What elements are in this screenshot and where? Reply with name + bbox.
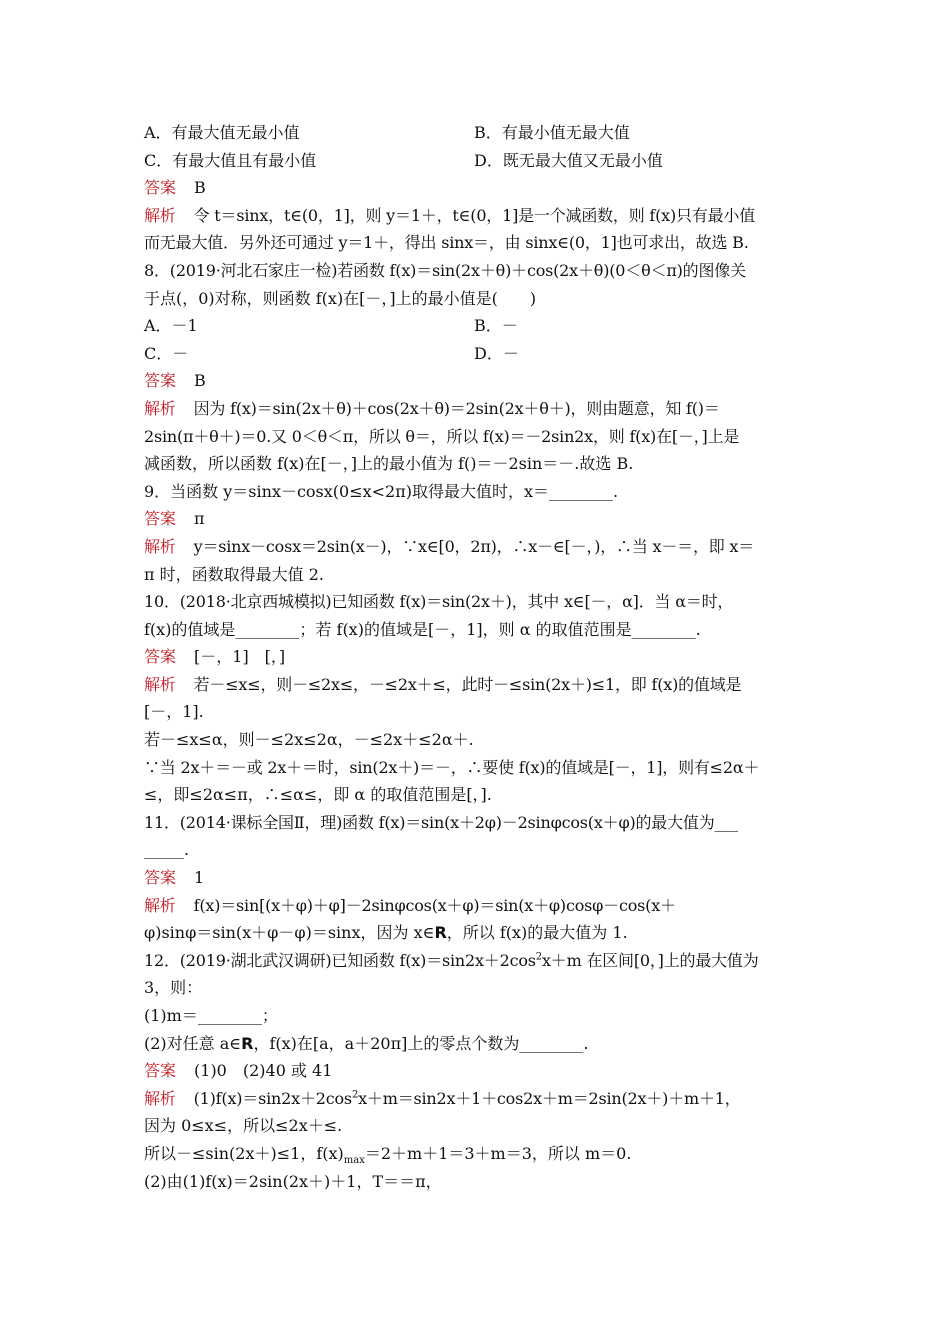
question-text: f(x)的值域是________；若 f(x)的值域是[－，1]，则 α 的取值范围是________. (144, 619, 701, 639)
analysis-line (144, 1112, 814, 1140)
analysis-line (144, 781, 814, 809)
analysis-text: 若－≤x≤，则－≤2x≤，－≤2x＋≤，此时－≤sin(2x＋)≤1，即 f(x)的值域是 (193, 674, 742, 694)
analysis-text: (1)f(x)＝sin2x＋2cos (193, 1088, 352, 1108)
answer-value: (1)0 (2)40 或 41 (194, 1061, 333, 1081)
analysis-label: 解析 (144, 398, 176, 418)
analysis-text: [－，1]. (144, 702, 204, 722)
analysis-label: 解析 (144, 536, 176, 556)
analysis-line (144, 561, 814, 589)
answer-line (144, 643, 814, 671)
answer-value: B (194, 178, 206, 198)
analysis-line (144, 533, 814, 561)
analysis-text: ∵当 2x＋＝－或 2x＋＝时，sin(2x＋)＝－，∴要使 f(x)的值域是[－，1]，则有≤2α＋ (144, 757, 760, 777)
analysis-text: y＝sinx－cosx＝2sin(x－)，∵x∈[0，2π)，∴x－∈[－，)，∴当 x－＝，即 x＝ (193, 536, 755, 556)
analysis-label: 解析 (144, 895, 176, 915)
options-row (144, 119, 814, 147)
option-a: A．－1 (144, 316, 198, 336)
analysis-label: 解析 (144, 674, 176, 694)
analysis-line (144, 1168, 814, 1196)
answer-line (144, 505, 814, 533)
analysis-text: 令 t＝sinx，t∈(0，1]，则 y＝1＋，t∈(0，1]是一个减函数，则 f(x)只有最小值 (193, 205, 756, 225)
analysis-text: ，所以 f(x)的最大值为 1. (446, 923, 628, 943)
answer-label: 答案 (144, 178, 177, 198)
question-text: ，f(x)在[a，a＋20π]上的零点个数为________. (253, 1033, 589, 1053)
analysis-text: 若－≤x≤α，则－≤2x≤2α，－≤2x＋≤2α＋. (144, 730, 474, 750)
analysis-line (144, 919, 814, 947)
question-text: 10．(2018·北京西城模拟)已知函数 f(x)＝sin(2x＋)，其中 x∈[－，α]．当 α＝时， (144, 592, 734, 612)
option-d: D．既无最大值又无最小值 (474, 150, 663, 170)
answer-line (144, 367, 814, 395)
option-d: D．－ (474, 343, 519, 363)
question-stem (144, 257, 814, 285)
analysis-line (144, 202, 814, 230)
analysis-line (144, 698, 814, 726)
question-stem (144, 588, 814, 616)
option-b: B．－ (474, 316, 518, 336)
analysis-line (144, 892, 814, 920)
question-stem (144, 478, 814, 506)
question-text: 12．(2019·湖北武汉调研)已知函数 f(x)＝sin2x＋2cos (144, 950, 536, 970)
question-text: (2)对任意 a∈ (144, 1033, 242, 1053)
answer-label: 答案 (144, 509, 177, 529)
answer-value: B (194, 371, 206, 391)
analysis-text: 而无最大值．另外还可通过 y＝1＋，得出 sinx＝，由 sinx∈(0，1]也可求出，故选 B. (144, 233, 749, 253)
answer-label: 答案 (144, 1061, 177, 1081)
answer-line (144, 1057, 814, 1085)
analysis-line (144, 229, 814, 257)
answer-value: [－，1] [，] (194, 647, 286, 667)
analysis-line (144, 395, 814, 423)
document-body (144, 119, 814, 1195)
analysis-label: 解析 (144, 205, 176, 225)
sub-question (144, 1030, 814, 1058)
analysis-text: f(x)＝sin[(x＋φ)＋φ]－2sinφcos(x＋φ)＝sin(x＋φ)cosφ－cos(x＋ (193, 895, 676, 915)
analysis-line (144, 726, 814, 754)
question-text: 于点(，0)对称，则函数 f(x)在[－，]上的最小值是( ) (144, 288, 537, 308)
option-c: C．有最大值且有最小值 (144, 150, 317, 170)
analysis-text: 减函数，所以函数 f(x)在[－，]上的最小值为 f()＝－2sin＝－.故选 B. (144, 454, 634, 474)
question-text: (1)m＝________； (144, 1006, 278, 1025)
question-stem (144, 947, 814, 975)
question-stem (144, 285, 814, 313)
superscript: 2 (351, 1089, 359, 1101)
question-text: _____. (144, 840, 190, 860)
answer-line (144, 864, 814, 892)
analysis-line (144, 754, 814, 782)
answer-label: 答案 (144, 647, 177, 667)
analysis-line (144, 450, 814, 478)
superscript: 2 (535, 951, 542, 963)
analysis-text: ≤，即≤2α≤π，∴≤α≤，即 α 的取值范围是[，]. (144, 785, 492, 805)
reals-symbol: R (241, 1033, 254, 1053)
analysis-line (144, 1085, 814, 1113)
analysis-text: 2sin(π＋θ＋)＝0.又 0＜θ＜π，所以 θ＝，所以 f(x)＝－2sin2x，则 f(x)在[－，]上是 (144, 426, 740, 446)
subscript: max (343, 1155, 365, 1167)
question-text: x＋m 在区间[0，]上的最大值为 (541, 950, 759, 970)
option-b: B．有最小值无最大值 (474, 123, 630, 142)
analysis-label: 解析 (144, 1088, 176, 1108)
options-row (144, 340, 814, 368)
answer-value: π (194, 509, 205, 529)
question-stem (144, 974, 814, 1002)
options-row (144, 312, 814, 340)
answer-label: 答案 (144, 868, 177, 888)
analysis-line (144, 1140, 814, 1168)
analysis-text: 因为 0≤x≤，所以≤2x＋≤. (144, 1116, 343, 1136)
answer-label: 答案 (144, 371, 177, 391)
question-stem (144, 836, 814, 864)
analysis-text: 所以－≤sin(2x＋)≤1，f(x) (144, 1143, 344, 1163)
answer-value: 1 (194, 868, 205, 888)
question-stem (144, 809, 814, 837)
question-stem (144, 616, 814, 644)
question-text: 9．当函数 y＝sinx－cosx(0≤x<2π)取得最大值时，x＝________. (144, 481, 619, 501)
sub-question (144, 1002, 814, 1030)
analysis-line (144, 671, 814, 699)
question-text: 3，则： (144, 978, 203, 998)
option-a: A．有最大值无最小值 (144, 123, 300, 142)
options-row (144, 147, 814, 175)
question-text: 8．(2019·河北石家庄一检)若函数 f(x)＝sin(2x＋θ)＋cos(2x＋θ)(0＜θ＜π)的图像关 (144, 260, 746, 280)
analysis-text: (2)由(1)f(x)＝2sin(2x＋)＋1，T＝＝π， (144, 1171, 442, 1191)
reals-symbol: R (434, 923, 447, 943)
analysis-text: 因为 f(x)＝sin(2x＋θ)＋cos(2x＋θ)＝2sin(2x＋θ＋)，则由题意，知 f()＝ (193, 398, 720, 418)
question-text: 11．(2014·课标全国Ⅱ，理)函数 f(x)＝sin(x＋2φ)－2sinφcos(x＋φ)的最大值为___ (144, 812, 738, 832)
analysis-text: φ)sinφ＝sin(x＋φ－φ)＝sinx，因为 x∈ (144, 923, 435, 943)
answer-line (144, 174, 814, 202)
analysis-text: ＝2＋m＋1＝3＋m＝3，所以 m＝0. (364, 1143, 632, 1163)
analysis-line (144, 423, 814, 451)
analysis-text: π 时，函数取得最大值 2. (144, 564, 324, 584)
option-c: C．－ (144, 343, 189, 363)
analysis-text: x＋m＝sin2x＋1＋cos2x＋m＝2sin(2x＋)＋m＋1， (358, 1088, 741, 1108)
